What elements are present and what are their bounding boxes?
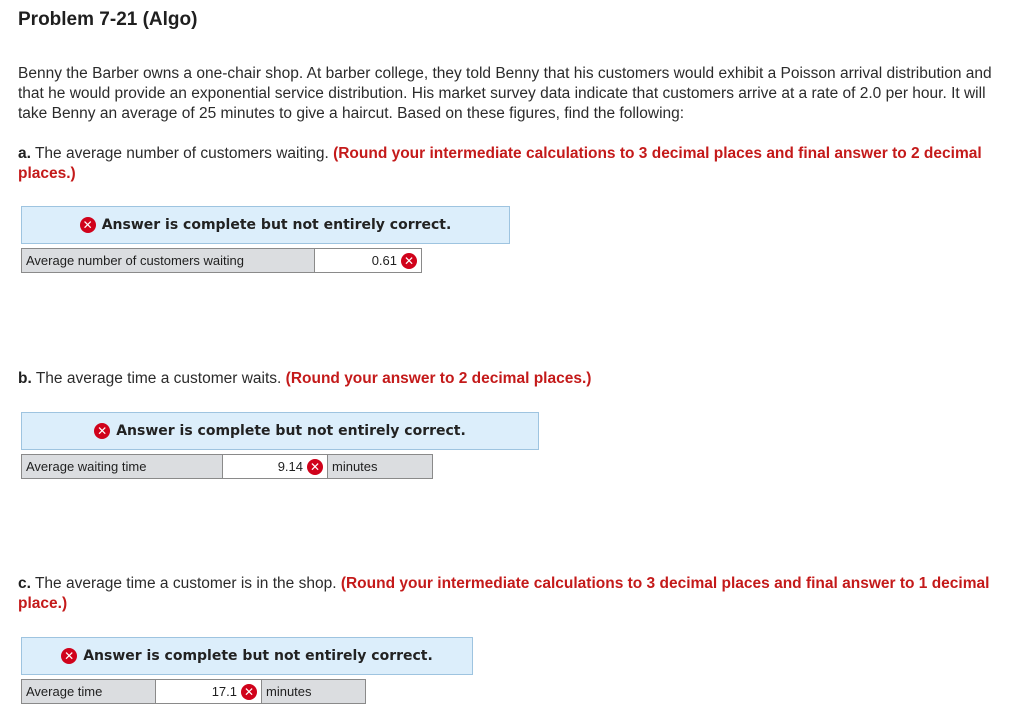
x-circle-icon: ✕ (401, 253, 417, 269)
question-a-instruction: (Round your intermediate calculations to 3 decimal places and final answer to 2 decimal places.) (18, 145, 982, 182)
answer-b-label: Average waiting time (21, 454, 223, 479)
answer-b-value: 9.14 (277, 459, 303, 474)
answer-c-label: Average time (21, 679, 156, 704)
answer-c-banner-text: Answer is complete but not entirely correct. (83, 648, 433, 664)
problem-intro: Benny the Barber owns a one-chair shop. At barber college, they told Benny that his customers would exhibit a Poisson arrival distribution and that he would provide an exponential service distribution. His market survey data indicate that customers arrive at a rate of 2.0 per hour. It will take Benny an average of 25 minutes to give a haircut. Based on these figures, find the following: (18, 65, 992, 122)
question-b-letter: b. (18, 370, 32, 387)
question-a-letter: a. (18, 145, 31, 162)
x-circle-icon: ✕ (80, 217, 96, 233)
answer-a-banner-text: Answer is complete but not entirely correct. (101, 217, 452, 233)
x-circle-icon: ✕ (61, 648, 77, 664)
question-c (18, 574, 1008, 614)
question-b-instruction: (Round your answer to 2 decimal places.) (285, 370, 592, 387)
x-circle-icon: ✕ (94, 423, 110, 439)
answer-b-unit: minutes (328, 454, 433, 479)
answer-c-value: 17.1 (211, 684, 237, 699)
x-circle-icon: ✕ (241, 684, 257, 700)
answer-a-row (21, 248, 422, 273)
answer-c-row (21, 679, 366, 704)
answer-a-banner (21, 206, 510, 244)
answer-a-input[interactable] (315, 248, 422, 273)
answer-b-input[interactable] (223, 454, 328, 479)
answer-b-row (21, 454, 433, 479)
answer-a-label: Average number of customers waiting (21, 248, 315, 273)
question-c-instruction: (Round your intermediate calculations to 3 decimal places and final answer to 1 decimal place.) (18, 575, 990, 612)
answer-c-input[interactable] (156, 679, 262, 704)
answer-c-banner (21, 637, 473, 675)
question-b-text: The average time a customer waits. (35, 370, 282, 387)
question-a-text: The average number of customers waiting. (34, 145, 329, 162)
question-c-text: The average time a customer is in the shop. (34, 575, 337, 592)
question-a (18, 144, 1008, 184)
problem-title: Problem 7-21 (Algo) (18, 9, 198, 30)
answer-c-unit: minutes (262, 679, 366, 704)
answer-b-banner-text: Answer is complete but not entirely correct. (116, 423, 466, 439)
answer-b-banner (21, 412, 539, 450)
question-c-letter: c. (18, 575, 31, 592)
answer-a-value: 0.61 (371, 253, 397, 268)
question-b (18, 369, 1008, 389)
x-circle-icon: ✕ (307, 459, 323, 475)
